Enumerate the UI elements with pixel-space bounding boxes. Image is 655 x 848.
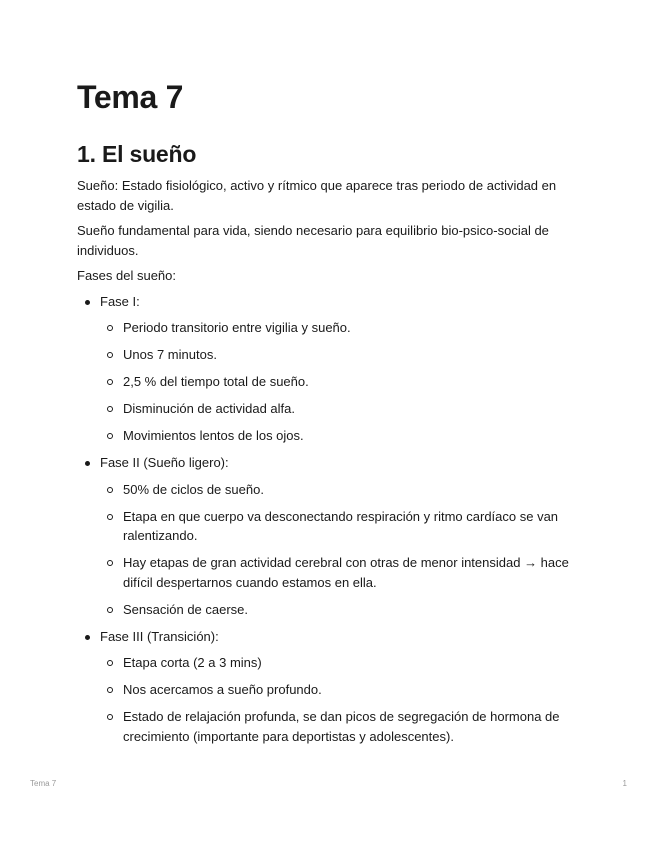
phase-item (77, 292, 587, 446)
detail-text: Etapa en que cuerpo va desconectando respiración y ritmo cardíaco se van ralentizando. (123, 508, 559, 543)
circle-bullet-icon (107, 433, 113, 439)
detail-text: Hay etapas de gran actividad cerebral con otras de menor intensidad → hace difícil despertarnos cuando estamos en ella. (123, 555, 569, 590)
detail-item (100, 507, 587, 546)
bullet-icon (85, 635, 90, 640)
detail-item (100, 372, 587, 392)
circle-bullet-icon (107, 560, 113, 566)
detail-item (100, 600, 587, 620)
detail-item (100, 426, 587, 446)
section-title: 1. El sueño (77, 141, 197, 167)
circle-bullet-icon (107, 379, 113, 385)
bullet-icon (85, 300, 90, 305)
circle-bullet-icon (107, 607, 113, 613)
phase-item (77, 627, 587, 747)
phases-intro: Fases del sueño: (77, 268, 177, 283)
detail-item (100, 707, 587, 746)
phase-details-list (100, 653, 587, 746)
document-title: Tema 7 (77, 79, 184, 115)
circle-bullet-icon (107, 406, 113, 412)
phase-details-list (100, 480, 587, 620)
detail-text: Estado de relajación profunda, se dan picos de segregación de hormona de crecimiento (importante para deportistas y adolescentes). (123, 709, 560, 744)
circle-bullet-icon (107, 714, 113, 720)
detail-text: Movimientos lentos de los ojos. (123, 428, 304, 443)
detail-item (100, 345, 587, 365)
definition-paragraph: Sueño: Estado fisiológico, activo y rítmico que aparece tras periodo de actividad en estado de vigilia. (77, 178, 557, 213)
detail-item (100, 553, 587, 592)
footer-document-name: Tema 7 (30, 779, 57, 788)
detail-text: 2,5 % del tiempo total de sueño. (123, 374, 309, 389)
circle-bullet-icon (107, 352, 113, 358)
detail-item (100, 480, 587, 500)
footer-page-number: 1 (622, 779, 627, 788)
detail-text: 50% de ciclos de sueño. (123, 481, 264, 497)
detail-text: Periodo transitorio entre vigilia y sueño. (123, 320, 351, 335)
detail-item (100, 680, 587, 700)
phase-label: Fase II (Sueño ligero): (100, 455, 229, 470)
phases-list (77, 292, 587, 747)
detail-text: Sensación de caerse. (123, 601, 249, 617)
circle-bullet-icon (107, 514, 113, 520)
circle-bullet-icon (107, 487, 113, 493)
detail-text: Unos 7 minutos. (123, 347, 217, 362)
circle-bullet-icon (107, 687, 113, 693)
phase-label: Fase I: (100, 293, 140, 309)
document-body (77, 76, 587, 754)
importance-paragraph: Sueño fundamental para vida, siendo necesario para equilibrio bio-psico-social de individuos. (77, 223, 549, 258)
phase-item (77, 453, 587, 619)
circle-bullet-icon (107, 325, 113, 331)
detail-text: Etapa corta (2 a 3 mins) (123, 655, 262, 670)
bullet-icon (85, 461, 90, 466)
detail-item (100, 399, 587, 419)
detail-item (100, 653, 587, 673)
phase-details-list (100, 318, 587, 446)
phase-label: Fase III (Transición): (100, 628, 219, 644)
circle-bullet-icon (107, 660, 113, 666)
detail-text: Nos acercamos a sueño profundo. (123, 682, 322, 697)
detail-text: Disminución de actividad alfa. (123, 401, 295, 416)
detail-item (100, 318, 587, 338)
